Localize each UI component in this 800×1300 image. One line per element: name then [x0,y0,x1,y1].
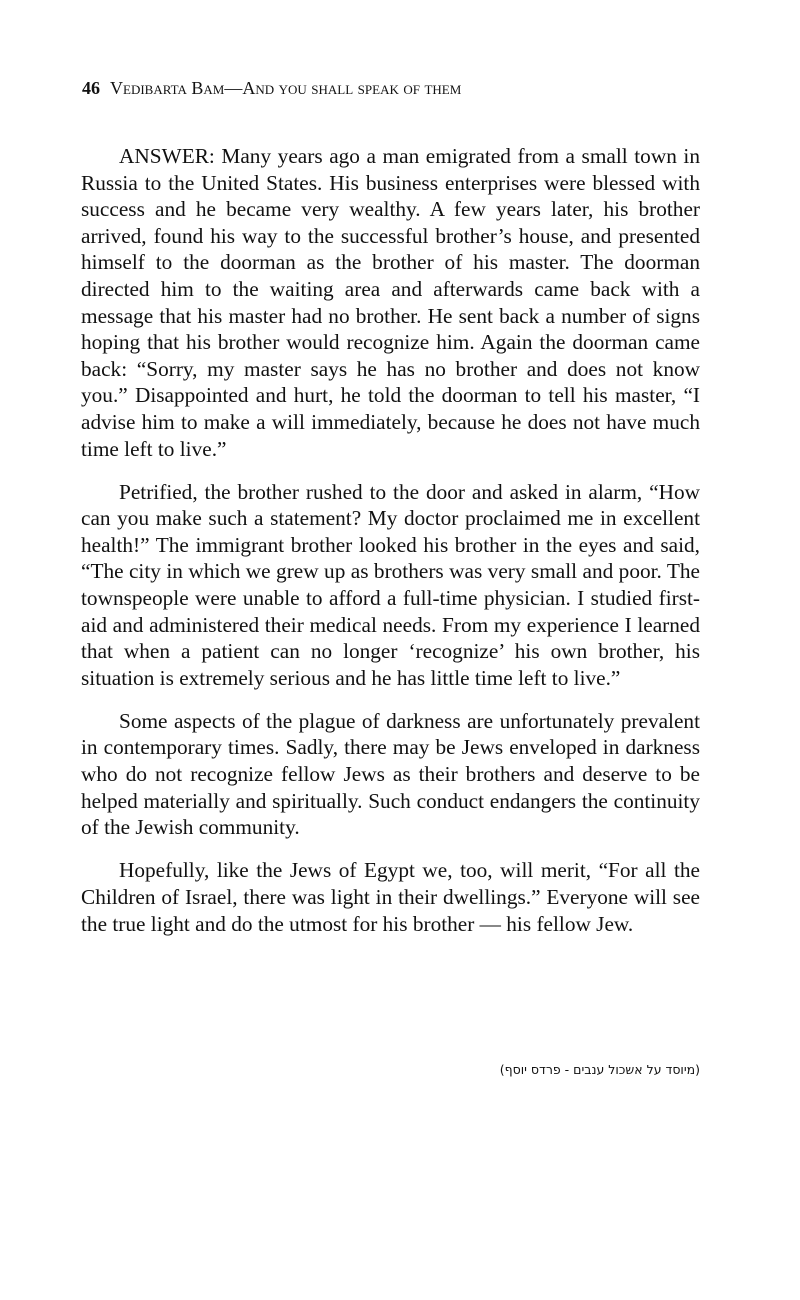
paragraph-hopefully: Hopefully, like the Jews of Egypt we, too, will merit, “For all the Children of Israel, there was light in their dwellings.” Everyone will see the true light and do the utmost for his brother — his fellow Jew. [81,858,700,936]
paragraph-petrified: Petrified, the brother rushed to the door and asked in alarm, “How can you make such a statement? My doctor proclaimed me in excellent health!” The immigrant brother looked his brother in the eyes and said, “The city in which we grew up as brothers was very small and poor. The townspeople were unable to afford a full-time physician. I studied first-aid and administered their medical needs. From my experience I learned that when a patient can no longer ‘recognize’ his own brother, his situation is extremely serious and he has little time left to live.” [81,479,700,690]
source-note: (מיוסד על אשכול ענבים - פרדס יוסף) [499,1062,700,1077]
running-title: Vedibarta Bam—And you shall speak of them [110,78,462,98]
body-text [81,143,700,954]
paragraph-answer: ANSWER: Many years ago a man emigrated from a small town in Russia to the United States. His business enterprises were blessed with success and he became very wealthy. A few years later, his brother arrived, found his way to the successful brother’s house, and presented himself to the doorman as the brother of his master. The doorman directed him to the waiting area and afterwards came back with a message that his master had no brother. He sent back a number of signs hoping that his brother would recognize him. Again the doorman came back: “Sorry, my master says he has no brother and does not know you.” Disappointed and hurt, he told the doorman to tell his master, “I advise him to make a will immediately, because he does not have much time left to live.” [81,144,700,461]
page-number: 46 [82,78,100,98]
paragraph-plague-of-darkness: Some aspects of the plague of darkness are unfortunately prevalent in contemporary times. Sadly, there may be Jews enveloped in darkness who do not recognize fellow Jews as their brothers and deserve to be helped materially and spiritually. Such conduct endangers the continuity of the Jewish community. [81,708,700,840]
running-head [82,76,682,100]
